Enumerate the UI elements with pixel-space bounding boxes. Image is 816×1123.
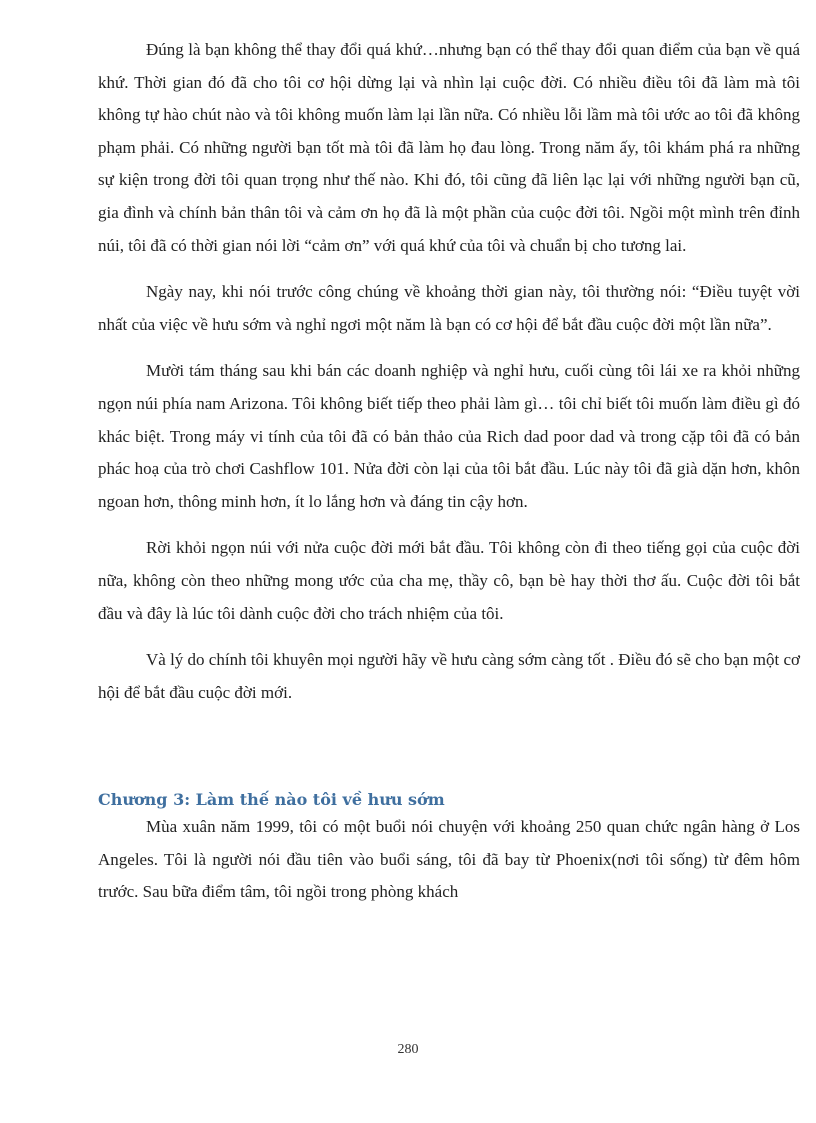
paragraph-3: Mười tám tháng sau khi bán các doanh nghiệp và nghỉ hưu, cuối cùng tôi lái xe ra khỏi những ngọn núi phía nam Arizona. Tôi không biết tiếp theo phải làm gì… tôi chỉ biết tôi muốn làm điều gì đó khác biệt. Trong máy vi tính của tôi đã có bản thảo của Rich dad poor dad và trong cặp tôi đã có bản phác hoạ của trò chơi Cashflow 101. Nửa đời còn lại của tôi bắt đầu. Lúc này tôi đã già dặn hơn, khôn ngoan hơn, thông minh hơn, ít lo lắng hơn và đáng tin cậy hơn. <box>98 361 800 511</box>
page-number: 280 <box>397 1042 419 1057</box>
chapter-heading: Chương 3: Làm thế nào tôi về hưu sớm <box>98 790 445 810</box>
paragraph-1: Đúng là bạn không thể thay đổi quá khứ…nhưng bạn có thể thay đổi quan điểm của bạn về quá khứ. Thời gian đó đã cho tôi cơ hội dừng lại và nhìn lại cuộc đời. Có nhiều điều tôi đã làm mà tôi không tự hào chút nào và tôi không muốn làm lại lần nữa. Có nhiều lỗi lầm mà tôi ước ao tôi đã không phạm phải. Có những người bạn tốt mà tôi đã làm họ đau lòng. Trong năm ấy, tôi khám phá ra những sự kiện trong đời tôi quan trọng như thế nào. Khi đó, tôi cũng đã liên lạc lại với những người bạn cũ, gia đình và chính bản thân tôi và cảm ơn họ đã là một phần của cuộc đời tôi. Ngồi một mình trên đỉnh núi, tôi đã có thời gian nói lời “cảm ơn” với quá khứ của tôi và chuẩn bị cho tương lai. <box>98 40 800 255</box>
paragraph-4: Rời khỏi ngọn núi với nửa cuộc đời mới bắt đầu. Tôi không còn đi theo tiếng gọi của cuộc đời nữa, không còn theo những mong ước của cha mẹ, thầy cô, bạn bè hay thời thơ ấu. Cuộc đời tôi bắt đầu và đây là lúc tôi dành cuộc đời cho trách nhiệm của tôi. <box>98 538 800 623</box>
paragraph-2: Ngày nay, khi nói trước công chúng về khoảng thời gian này, tôi thường nói: “Điều tuyệt vời nhất của việc về hưu sớm và nghỉ ngơi một năm là bạn có cơ hội để bắt đầu cuộc đời một lần nữa”. <box>98 282 800 334</box>
section-spacer <box>98 709 800 789</box>
paragraph-spacer <box>98 341 800 355</box>
paragraph-spacer <box>98 262 800 276</box>
chapter-first-paragraph: Mùa xuân năm 1999, tôi có một buổi nói chuyện với khoảng 250 quan chức ngân hàng ở Los Angeles. Tôi là người nói đầu tiên vào buổi sáng, tôi đã bay từ Phoenix(nơi tôi sống) từ đêm hôm trước. Sau bữa điểm tâm, tôi ngồi trong phòng khách <box>98 817 800 902</box>
page-content <box>98 34 800 909</box>
paragraph-5: Và lý do chính tôi khuyên mọi người hãy về hưu càng sớm càng tốt . Điều đó sẽ cho bạn một cơ hội để bắt đầu cuộc đời mới. <box>98 650 800 702</box>
paragraph-spacer <box>98 630 800 644</box>
paragraph-spacer <box>98 518 800 532</box>
